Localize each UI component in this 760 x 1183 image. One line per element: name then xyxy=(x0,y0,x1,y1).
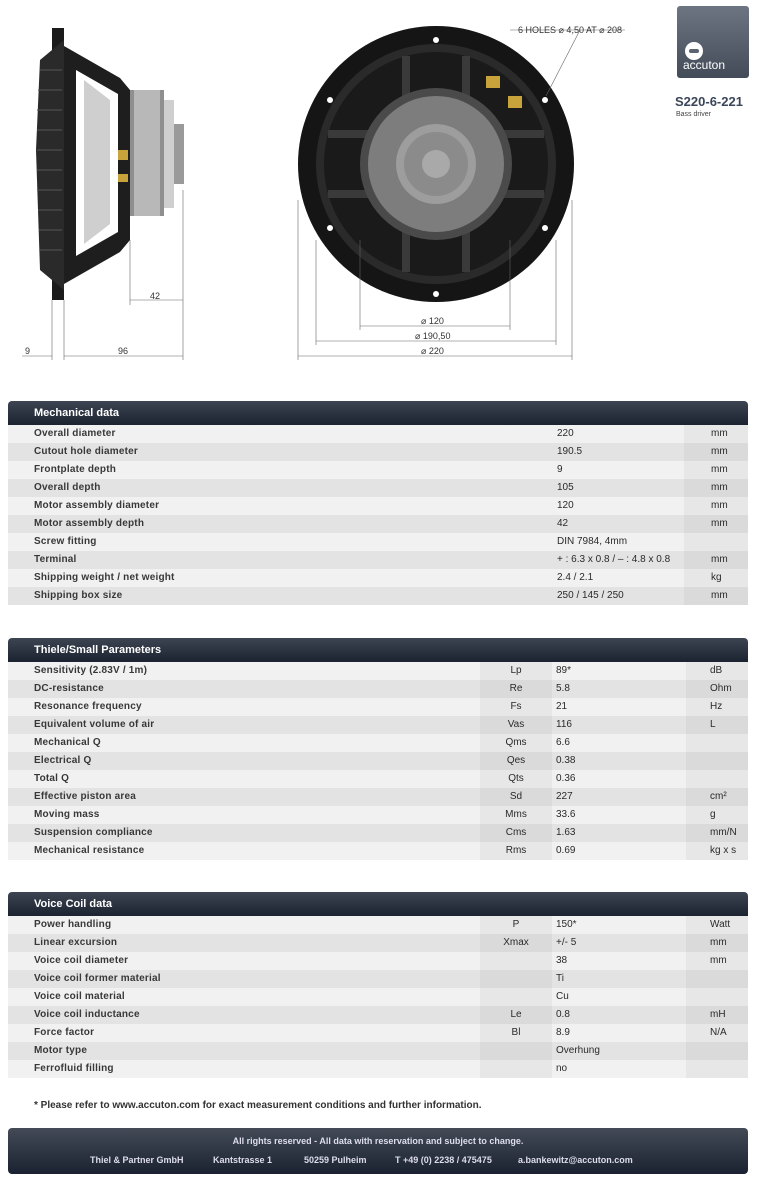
row-unit: mm xyxy=(684,425,748,443)
dimension-96: 96 xyxy=(118,346,129,356)
footer-disclaimer: All rights reserved - All data with reservation and subject to change. xyxy=(232,1136,524,1146)
row-value: 0.8 xyxy=(556,1009,570,1020)
table-row xyxy=(8,770,748,788)
row-label: Overall depth xyxy=(34,482,101,493)
table-row xyxy=(8,698,748,716)
row-value: 150* xyxy=(556,919,577,930)
row-symbol: Le xyxy=(480,1006,552,1024)
row-value: 1.63 xyxy=(556,827,576,838)
dimension-190: ⌀ 190,50 xyxy=(415,331,451,341)
row-symbol: Sd xyxy=(480,788,552,806)
table-row xyxy=(8,1060,748,1078)
table-row xyxy=(8,934,748,952)
row-value: 220 xyxy=(557,428,574,439)
row-label: Sensitivity (2.83V / 1m) xyxy=(34,665,148,676)
row-symbol: Lp xyxy=(480,662,552,680)
row-label: Total Q xyxy=(34,773,70,784)
dimension-220: ⌀ 220 xyxy=(421,346,444,356)
thiele-small-header: Thiele/Small Parameters xyxy=(8,638,748,662)
row-value: 42 xyxy=(557,518,569,529)
row-value: 8.9 xyxy=(556,1027,570,1038)
table-row xyxy=(8,988,748,1006)
accuton-logo xyxy=(677,6,749,78)
row-unit: mm xyxy=(684,461,748,479)
row-value: 0.69 xyxy=(556,845,576,856)
row-unit: mm xyxy=(684,587,748,605)
row-label: Ferrofluid filling xyxy=(34,1063,114,1074)
row-value: + : 6.3 x 0.8 / – : 4.8 x 0.8 xyxy=(557,554,671,565)
table-row xyxy=(8,461,748,479)
row-value: Overhung xyxy=(556,1045,600,1056)
row-label: Frontplate depth xyxy=(34,464,117,475)
footer xyxy=(8,1128,748,1174)
row-unit xyxy=(686,970,748,988)
footer-phone: T +49 (0) 2238 / 475475 xyxy=(395,1155,492,1165)
row-label: Motor assembly diameter xyxy=(34,500,160,511)
table-row xyxy=(8,734,748,752)
row-label: Force factor xyxy=(34,1027,95,1038)
table-row xyxy=(8,569,748,587)
row-unit: mm xyxy=(686,934,748,952)
logo-wordmark: accuton xyxy=(683,58,726,72)
row-unit: Hz xyxy=(686,698,748,716)
row-label: Mechanical resistance xyxy=(34,845,145,856)
row-unit: cm² xyxy=(686,788,748,806)
row-unit: Ohm xyxy=(686,680,748,698)
row-symbol: Re xyxy=(480,680,552,698)
row-label: Effective piston area xyxy=(34,791,137,802)
row-value: DIN 7984, 4mm xyxy=(557,536,628,547)
row-symbol: Qts xyxy=(480,770,552,788)
row-unit xyxy=(686,988,748,1006)
row-label: Terminal xyxy=(34,554,77,565)
row-label: Moving mass xyxy=(34,809,100,820)
row-unit: mH xyxy=(686,1006,748,1024)
row-unit xyxy=(686,752,748,770)
row-label: Shipping weight / net weight xyxy=(34,572,175,583)
row-label: Motor assembly depth xyxy=(34,518,145,529)
row-symbol: Fs xyxy=(480,698,552,716)
voice-coil-table xyxy=(8,892,748,1078)
row-symbol: Cms xyxy=(480,824,552,842)
row-label: Electrical Q xyxy=(34,755,92,766)
table-row xyxy=(8,842,748,860)
row-value: 5.8 xyxy=(556,683,570,694)
table-row xyxy=(8,443,748,461)
table-row xyxy=(8,1042,748,1060)
row-value: 0.36 xyxy=(556,773,576,784)
footer-city: 50259 Pulheim xyxy=(304,1155,367,1165)
row-unit xyxy=(686,1060,748,1078)
row-unit: kg x s xyxy=(686,842,748,860)
row-value: no xyxy=(556,1063,568,1074)
row-value: 2.4 / 2.1 xyxy=(557,572,594,583)
row-unit: L xyxy=(686,716,748,734)
row-symbol: Qms xyxy=(480,734,552,752)
row-symbol: Xmax xyxy=(480,934,552,952)
row-unit: mm xyxy=(684,515,748,533)
row-value: 250 / 145 / 250 xyxy=(557,590,624,601)
row-unit xyxy=(684,533,748,551)
table-row xyxy=(8,533,748,551)
footer-email[interactable]: a.bankewitz@accuton.com xyxy=(518,1155,633,1165)
row-symbol: Vas xyxy=(480,716,552,734)
model-number: S220-6-221 xyxy=(675,94,743,109)
row-label: Suspension compliance xyxy=(34,827,153,838)
mechanical-data-table xyxy=(8,401,748,605)
row-value: 190.5 xyxy=(557,446,583,457)
table-row xyxy=(8,970,748,988)
thiele-small-table xyxy=(8,638,748,860)
row-label: Screw fitting xyxy=(34,536,97,547)
footer-street: Kantstrasse 1 xyxy=(213,1155,273,1165)
row-value: 227 xyxy=(556,791,573,802)
row-label: Shipping box size xyxy=(34,590,123,601)
row-label: Cutout hole diameter xyxy=(34,446,139,457)
holes-note: 6 HOLES ⌀ 4,50 AT ⌀ 208 xyxy=(518,25,623,35)
row-symbol xyxy=(480,988,552,1006)
row-symbol: P xyxy=(480,916,552,934)
row-label: Voice coil former material xyxy=(34,973,161,984)
row-label: Power handling xyxy=(34,919,112,930)
row-unit xyxy=(686,1042,748,1060)
table-row xyxy=(8,680,748,698)
voice-coil-header: Voice Coil data xyxy=(8,892,748,916)
table-row xyxy=(8,497,748,515)
row-value: 105 xyxy=(557,482,574,493)
table-row xyxy=(8,662,748,680)
table-row xyxy=(8,587,748,605)
row-value: 33.6 xyxy=(556,809,576,820)
row-unit: mm xyxy=(686,952,748,970)
row-value: 38 xyxy=(556,955,568,966)
row-value: 9 xyxy=(557,464,563,475)
table-row xyxy=(8,752,748,770)
footnote: * Please refer to www.accuton.com for exact measurement conditions and further information. xyxy=(34,1100,482,1111)
row-value: 116 xyxy=(556,719,572,730)
row-value: 0.38 xyxy=(556,755,576,766)
dimension-120: ⌀ 120 xyxy=(421,316,444,326)
row-label: Overall diameter xyxy=(34,428,116,439)
table-row xyxy=(8,1006,748,1024)
dimension-9: 9 xyxy=(25,346,31,356)
row-unit: mm xyxy=(684,497,748,515)
row-symbol xyxy=(480,970,552,988)
row-value: Ti xyxy=(556,973,564,984)
row-unit: mm xyxy=(684,479,748,497)
table-row xyxy=(8,806,748,824)
row-symbol: Bl xyxy=(480,1024,552,1042)
row-symbol: Mms xyxy=(480,806,552,824)
row-label: Equivalent volume of air xyxy=(34,719,155,730)
table-row xyxy=(8,479,748,497)
row-unit: mm xyxy=(684,443,748,461)
row-symbol xyxy=(480,952,552,970)
row-symbol xyxy=(480,1042,552,1060)
table-row xyxy=(8,916,748,934)
row-unit: mm/N xyxy=(686,824,748,842)
row-symbol: Rms xyxy=(480,842,552,860)
row-unit: N/A xyxy=(686,1024,748,1042)
row-value: 89* xyxy=(556,665,572,676)
footer-company: Thiel & Partner GmbH xyxy=(90,1155,184,1165)
row-value: Cu xyxy=(556,991,569,1002)
technical-drawing xyxy=(0,0,670,375)
table-row xyxy=(8,1024,748,1042)
table-row xyxy=(8,515,748,533)
row-symbol: Qes xyxy=(480,752,552,770)
row-label: Mechanical Q xyxy=(34,737,101,748)
row-unit: kg xyxy=(684,569,748,587)
row-symbol xyxy=(480,1060,552,1078)
row-value: 6.6 xyxy=(556,737,570,748)
row-label: Linear excursion xyxy=(34,937,118,948)
mechanical-data-header: Mechanical data xyxy=(8,401,748,425)
table-row xyxy=(8,952,748,970)
row-unit: Watt xyxy=(686,916,748,934)
row-label: DC-resistance xyxy=(34,683,104,694)
row-label: Voice coil diameter xyxy=(34,955,129,966)
row-value: 21 xyxy=(556,701,568,712)
row-value: 120 xyxy=(557,500,574,511)
row-label: Resonance frequency xyxy=(34,701,142,712)
row-unit: mm xyxy=(684,551,748,569)
row-unit: g xyxy=(686,806,748,824)
front-view-drawing xyxy=(298,26,574,302)
row-unit: dB xyxy=(686,662,748,680)
row-unit xyxy=(686,734,748,752)
row-value: +/- 5 xyxy=(556,937,577,948)
side-view-drawing xyxy=(36,28,184,300)
row-label: Voice coil inductance xyxy=(34,1009,140,1020)
row-unit xyxy=(686,770,748,788)
table-row xyxy=(8,425,748,443)
table-row xyxy=(8,824,748,842)
table-row xyxy=(8,716,748,734)
table-row xyxy=(8,551,748,569)
row-label: Voice coil material xyxy=(34,991,125,1002)
dimension-42: 42 xyxy=(150,291,161,301)
row-label: Motor type xyxy=(34,1045,88,1056)
table-row xyxy=(8,788,748,806)
model-subtitle: Bass driver xyxy=(676,111,712,118)
